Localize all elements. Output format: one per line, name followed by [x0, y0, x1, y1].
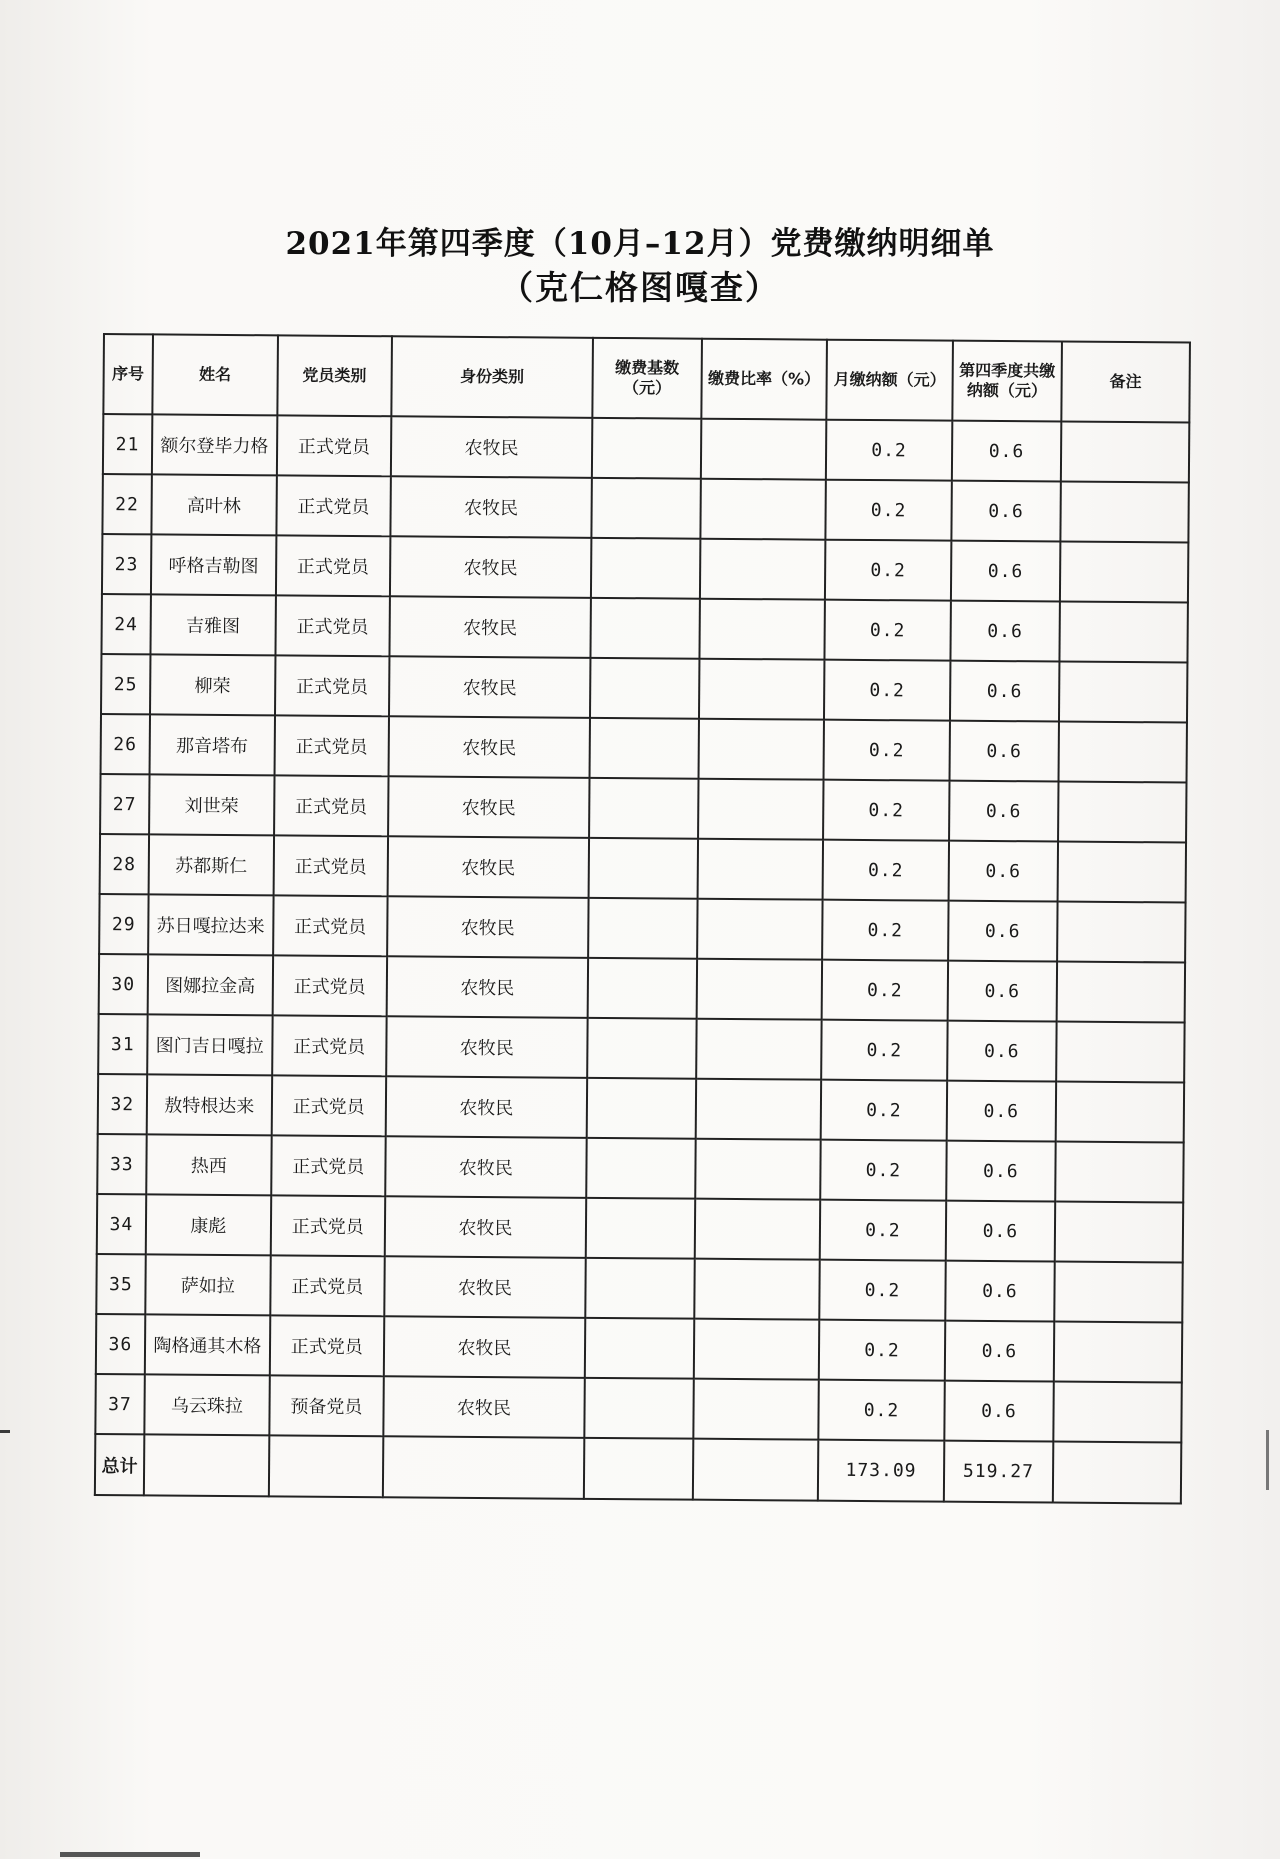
- cell-quarterly: 0.6: [949, 781, 1058, 842]
- cell-name: 图娜拉金高: [147, 954, 273, 1015]
- cell-ratio: [700, 539, 826, 600]
- cell-base: [588, 898, 697, 959]
- cell-identity: 农牧民: [386, 1016, 588, 1078]
- cell-quarterly: 0.6: [952, 421, 1061, 482]
- cell-seq: 29: [99, 894, 148, 954]
- header-remarks: 备注: [1061, 342, 1190, 423]
- cell-quarterly: 0.6: [944, 1381, 1053, 1442]
- cell-ratio: [701, 419, 827, 480]
- cell-base: [590, 718, 699, 779]
- header-base: 缴费基数（元）: [592, 338, 701, 419]
- cell-seq: 31: [98, 1014, 147, 1074]
- cell-remarks: [1054, 1322, 1183, 1383]
- cell-base: [587, 1018, 696, 1079]
- cell-monthly: 0.2: [822, 960, 949, 1021]
- cell-name: 额尔登毕力格: [152, 414, 278, 475]
- cell-monthly: 0.2: [818, 1380, 945, 1441]
- cell-quarterly: 0.6: [950, 661, 1059, 722]
- cell-base: [589, 838, 698, 899]
- cell-monthly: 0.2: [822, 840, 949, 901]
- cell-identity: 农牧民: [384, 1256, 586, 1318]
- cell-monthly: 0.2: [824, 600, 951, 661]
- cell-remarks: [1059, 662, 1188, 723]
- table-header-row: [103, 334, 1190, 423]
- cell-name: 乌云珠拉: [144, 1374, 270, 1435]
- cell-remarks: [1060, 542, 1189, 603]
- header-member-type: 党员类别: [277, 335, 391, 416]
- header-quarterly: 第四季度共缴纳额（元）: [952, 341, 1061, 422]
- cell-monthly: 0.2: [821, 1080, 948, 1141]
- cell-member-type: 正式党员: [277, 415, 391, 476]
- cell-ratio: [696, 959, 822, 1020]
- total-monthly: 173.09: [818, 1440, 945, 1502]
- table-row: [102, 534, 1188, 603]
- cell-identity: 农牧民: [390, 476, 592, 538]
- cell-quarterly: 0.6: [951, 481, 1060, 542]
- table-row: [97, 1134, 1183, 1203]
- cell-ratio: [699, 599, 825, 660]
- scan-edge-mark: [60, 1852, 200, 1857]
- cell-monthly: 0.2: [826, 420, 953, 481]
- cell-quarterly: 0.6: [945, 1261, 1054, 1322]
- cell-monthly: 0.2: [821, 1020, 948, 1081]
- cell-quarterly: 0.6: [951, 541, 1060, 602]
- cell-member-type: 预备党员: [269, 1375, 383, 1436]
- cell-seq: 28: [100, 834, 149, 894]
- cell-quarterly: 0.6: [948, 961, 1057, 1022]
- total-label: 总计: [95, 1434, 144, 1495]
- table-row: [96, 1254, 1182, 1323]
- cell-base: [592, 418, 701, 479]
- cell-member-type: 正式党员: [275, 595, 389, 656]
- cell-monthly: 0.2: [820, 1200, 947, 1261]
- header-identity: 身份类别: [391, 336, 593, 418]
- cell-remarks: [1059, 602, 1188, 663]
- cell-remarks: [1055, 1082, 1184, 1143]
- cell-base: [586, 1198, 695, 1259]
- cell-seq: 30: [99, 954, 148, 1014]
- scan-edge-mark: [0, 1430, 10, 1433]
- cell-identity: 农牧民: [387, 896, 589, 958]
- cell-identity: 农牧民: [383, 1376, 585, 1438]
- cell-ratio: [695, 1199, 821, 1260]
- cell-monthly: 0.2: [823, 720, 950, 781]
- cell-name: 康彪: [146, 1194, 272, 1255]
- cell-identity: 农牧民: [387, 836, 589, 898]
- cell-member-type: 正式党员: [275, 655, 389, 716]
- total-quarterly: 519.27: [944, 1441, 1053, 1503]
- cell-identity: 农牧民: [389, 656, 591, 718]
- cell-identity: 农牧民: [384, 1196, 586, 1258]
- cell-member-type: 正式党员: [274, 715, 388, 776]
- cell-identity: 农牧民: [390, 536, 592, 598]
- table-row: [101, 594, 1187, 663]
- cell-remarks: [1053, 1381, 1182, 1442]
- cell-monthly: 0.2: [822, 900, 949, 961]
- cell-seq: 22: [102, 474, 151, 534]
- cell-ratio: [697, 839, 823, 900]
- cell-base: [591, 538, 700, 599]
- table-row: [101, 714, 1187, 783]
- cell-member-type: 正式党员: [270, 1255, 384, 1316]
- cell-identity: 农牧民: [388, 716, 590, 778]
- cell-name: 刘世荣: [149, 774, 275, 835]
- cell-monthly: 0.2: [820, 1140, 947, 1201]
- header-ratio: 缴费比率（%）: [701, 339, 827, 420]
- cell-seq: 34: [97, 1194, 146, 1254]
- cell-remarks: [1061, 422, 1190, 483]
- cell-member-type: 正式党员: [271, 1135, 385, 1196]
- cell-ratio: [694, 1319, 820, 1380]
- cell-quarterly: 0.6: [948, 901, 1057, 962]
- cell-base: [586, 1138, 695, 1199]
- cell-base: [585, 1258, 694, 1319]
- table-row: [95, 1374, 1181, 1443]
- cell-seq: 33: [97, 1134, 146, 1194]
- cell-quarterly: 0.6: [949, 841, 1058, 902]
- table-row: [102, 474, 1188, 543]
- cell-quarterly: 0.6: [947, 1021, 1056, 1082]
- cell-name: 图门吉日嘎拉: [147, 1014, 273, 1075]
- cell-identity: 农牧民: [384, 1316, 586, 1378]
- cell-ratio: [697, 899, 823, 960]
- document-title: 2021年第四季度（10月–12月）党费缴纳明细单: [285, 226, 995, 262]
- party-dues-table: [94, 333, 1191, 1505]
- table-row: [97, 1194, 1183, 1263]
- cell-ratio: [693, 1379, 819, 1440]
- cell-quarterly: 0.6: [945, 1321, 1054, 1382]
- cell-member-type: 正式党员: [276, 475, 390, 536]
- cell-quarterly: 0.6: [946, 1141, 1055, 1202]
- cell-seq: 27: [100, 774, 149, 834]
- cell-empty: [693, 1439, 819, 1501]
- cell-base: [590, 658, 699, 719]
- cell-seq: 25: [101, 654, 150, 714]
- cell-name: 苏日嘎拉达来: [148, 894, 274, 955]
- cell-ratio: [700, 479, 826, 540]
- cell-identity: 农牧民: [389, 596, 591, 658]
- cell-member-type: 正式党员: [274, 775, 388, 836]
- table-row: [100, 774, 1186, 843]
- cell-remarks: [1056, 1022, 1185, 1083]
- cell-seq: 36: [96, 1314, 145, 1374]
- cell-member-type: 正式党员: [271, 1195, 385, 1256]
- cell-remarks: [1056, 962, 1185, 1023]
- cell-member-type: 正式党员: [276, 535, 390, 596]
- cell-remarks: [1054, 1262, 1183, 1323]
- cell-empty: [584, 1438, 693, 1500]
- cell-monthly: 0.2: [825, 540, 952, 601]
- cell-name: 那音塔布: [149, 714, 275, 775]
- cell-name: 吉雅图: [150, 594, 276, 655]
- cell-empty: [1053, 1441, 1182, 1503]
- cell-name: 萨如拉: [145, 1254, 271, 1315]
- cell-empty: [383, 1436, 585, 1499]
- cell-monthly: 0.2: [823, 780, 950, 841]
- cell-member-type: 正式党员: [270, 1315, 384, 1376]
- cell-name: 柳荣: [150, 654, 276, 715]
- table-row: [99, 894, 1185, 963]
- table-row: [98, 1074, 1184, 1143]
- cell-monthly: 0.2: [819, 1260, 946, 1321]
- cell-name: 苏都斯仁: [148, 834, 274, 895]
- document-subtitle: （克仁格图嘎查）: [500, 268, 780, 307]
- cell-quarterly: 0.6: [950, 721, 1059, 782]
- cell-quarterly: 0.6: [946, 1201, 1055, 1262]
- cell-seq: 26: [101, 714, 150, 774]
- cell-quarterly: 0.6: [947, 1081, 1056, 1142]
- header-name: 姓名: [152, 334, 278, 415]
- table-row: [101, 654, 1187, 723]
- cell-ratio: [698, 719, 824, 780]
- cell-member-type: 正式党员: [273, 955, 387, 1016]
- cell-name: 陶格通其木格: [145, 1314, 271, 1375]
- cell-name: 热西: [146, 1134, 272, 1195]
- cell-monthly: 0.2: [825, 480, 952, 541]
- table-row: [99, 954, 1185, 1023]
- cell-name: 高叶林: [151, 474, 277, 535]
- cell-base: [591, 478, 700, 539]
- cell-remarks: [1057, 902, 1186, 963]
- cell-member-type: 正式党员: [273, 895, 387, 956]
- table-row: [100, 834, 1186, 903]
- cell-empty: [144, 1434, 270, 1496]
- table-row: [103, 414, 1189, 483]
- cell-member-type: 正式党员: [273, 835, 387, 896]
- cell-seq: 35: [96, 1254, 145, 1314]
- cell-member-type: 正式党员: [272, 1015, 386, 1076]
- cell-seq: 37: [95, 1374, 144, 1434]
- cell-seq: 21: [103, 414, 152, 474]
- cell-monthly: 0.2: [824, 660, 951, 721]
- cell-base: [587, 1078, 696, 1139]
- cell-remarks: [1055, 1202, 1184, 1263]
- cell-base: [584, 1378, 693, 1439]
- cell-empty: [269, 1435, 383, 1497]
- cell-ratio: [694, 1259, 820, 1320]
- table-body: [95, 414, 1189, 1503]
- cell-name: 敖特根达来: [147, 1074, 273, 1135]
- cell-ratio: [696, 1019, 822, 1080]
- header-seq: 序号: [103, 334, 152, 414]
- cell-remarks: [1057, 842, 1186, 903]
- cell-identity: 农牧民: [385, 1136, 587, 1198]
- cell-identity: 农牧民: [386, 956, 588, 1018]
- cell-member-type: 正式党员: [272, 1075, 386, 1136]
- cell-remarks: [1060, 482, 1189, 543]
- cell-ratio: [698, 779, 824, 840]
- total-row: [95, 1434, 1181, 1504]
- cell-remarks: [1058, 722, 1187, 783]
- cell-quarterly: 0.6: [950, 601, 1059, 662]
- cell-ratio: [695, 1139, 821, 1200]
- cell-remarks: [1055, 1142, 1184, 1203]
- cell-monthly: 0.2: [819, 1320, 946, 1381]
- cell-base: [589, 778, 698, 839]
- scan-edge-mark: [1266, 1430, 1269, 1490]
- cell-name: 呼格吉勒图: [151, 534, 277, 595]
- cell-base: [591, 598, 700, 659]
- cell-base: [588, 958, 697, 1019]
- cell-base: [585, 1318, 694, 1379]
- cell-identity: 农牧民: [391, 416, 593, 478]
- cell-seq: 24: [101, 594, 150, 654]
- cell-identity: 农牧民: [385, 1076, 587, 1138]
- cell-seq: 23: [102, 534, 151, 594]
- table-row: [98, 1014, 1184, 1083]
- header-monthly: 月缴纳额（元）: [826, 340, 953, 421]
- cell-seq: 32: [98, 1074, 147, 1134]
- cell-ratio: [696, 1079, 822, 1140]
- cell-ratio: [699, 659, 825, 720]
- cell-remarks: [1058, 782, 1187, 843]
- cell-identity: 农牧民: [388, 776, 590, 838]
- table-row: [96, 1314, 1182, 1383]
